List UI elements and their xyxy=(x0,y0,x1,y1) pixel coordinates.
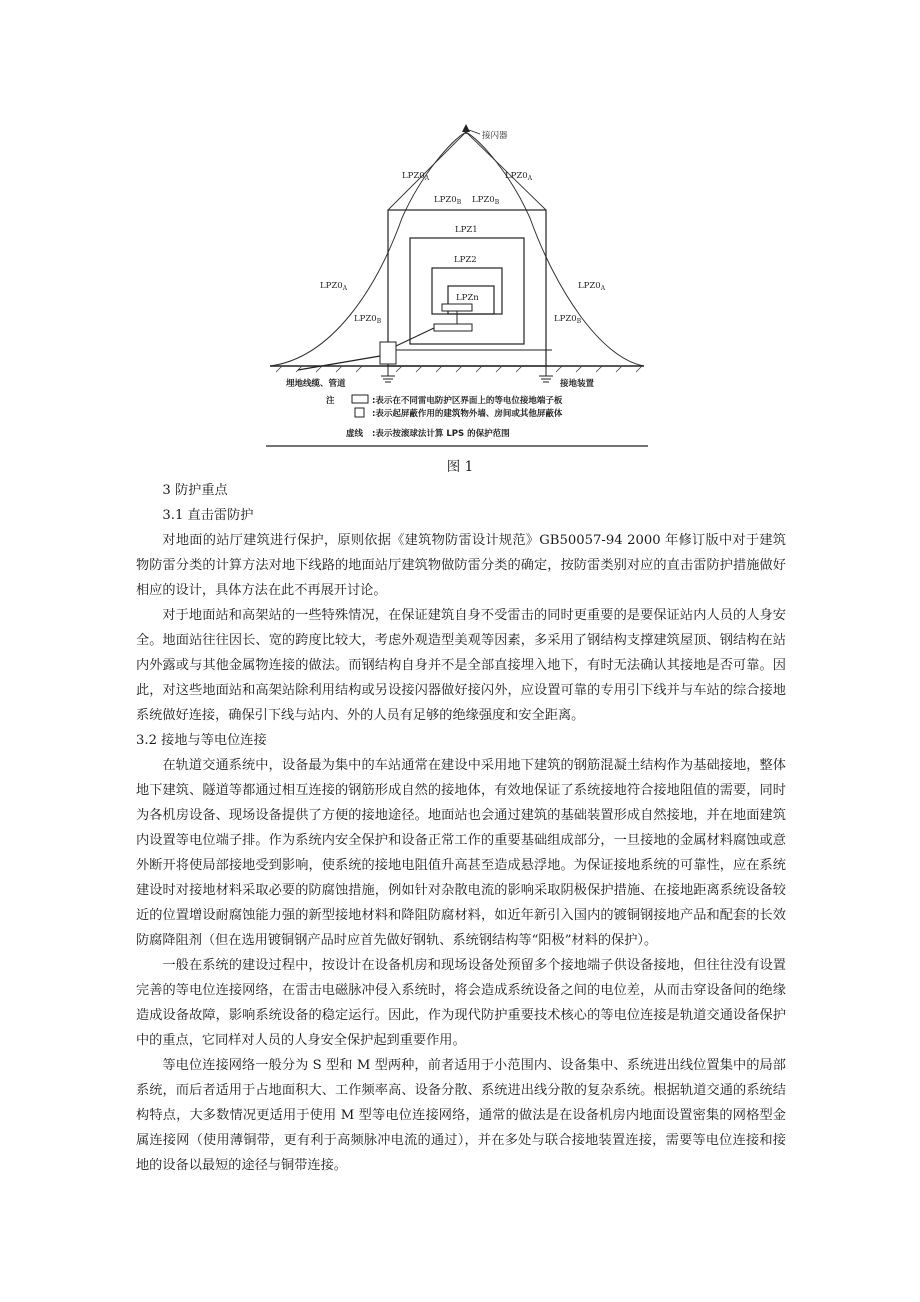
label-lpz0a-top-right: $LPZ0_A$ xyxy=(505,171,533,182)
legend-item-3-head: 虚线 xyxy=(346,429,364,439)
legend-item-1: :表示在不同雷电防护区界面上的等电位接地端子板 xyxy=(372,396,563,406)
label-lpz1: LPZ1 xyxy=(455,225,478,235)
label-lpz0a-left: $LPZ0_A$ xyxy=(320,281,348,292)
label-lpz0a-right: $LPZ0_A$ xyxy=(578,281,606,292)
label-buried-cable: 埋地线缆、管道 xyxy=(286,379,346,389)
label-lpz0b-top-right: $LPZ0_B$ xyxy=(472,195,500,206)
bonding-bar-lpz2 xyxy=(434,324,472,331)
ground-hatch xyxy=(276,366,642,372)
legend-item-3: :表示按滚球法计算 LPS 的保护范围 xyxy=(372,429,510,439)
legend-bonding-symbol xyxy=(352,395,368,403)
section-heading-3-2: 3.2 接地与等电位连接 xyxy=(136,733,267,748)
legend-note-head: 注 xyxy=(326,396,335,406)
figure-caption: 图 1 xyxy=(446,459,474,475)
paragraph-5: 等电位连接网络一般分为 S 型和 M 型两种，前者适用于小范围内、设备集中、系统进出线位置集中的局部系统，而后者适用于占地面积大、工作频率高、设备分散、系统进出线分散的复杂系统。根据轨道交通的系统结构特点，大多数情况更适用于使用 M 型等电位连接网络，通常的做法是在设备机房内地面设置密集的网格型金属连接网（使用薄铜带，更有利于高频脉冲电流的通过），并在多处与联合接地装置连接，需要等电位连接和接地的设备以最短的途径与铜带连接。 xyxy=(136,1058,786,1173)
paragraph-1: 对地面的站厅建筑进行保护，原则依据《建筑物防雷设计规范》GB50057-94 2000 年修订版中对于建筑物防雷分类的计算方法对地下线路的地面站厅建筑物做防雷分类的确定，按防雷类别对应的直击雷防护措施做好相应的设计，具体方法在此不再展开讨论。 xyxy=(136,533,786,598)
lpz-diagram xyxy=(262,118,650,450)
section-heading-3: 3 防护重点 xyxy=(162,483,228,498)
label-lpzn: LPZn xyxy=(456,293,479,303)
paragraph-4: 一般在系统的建设过程中，按设计在设备机房和现场设备处预留多个接地端子供设备接地，但往往没有设置完善的等电位连接网络，在雷击电磁脉冲侵入系统时，将会造成系统设备之间的电位差，从而击穿设备间的绝缘造成设备故障，影响系统设备的稳定运行。因此，作为现代防护重要技术核心的等电位连接是轨道交通设备保护中的重点，它同样对人员的人身安全保护起到重要作用。 xyxy=(136,958,786,1048)
legend-shield-symbol xyxy=(355,408,364,417)
lightning-zone-figure xyxy=(262,118,650,450)
bond-link-2 xyxy=(396,328,434,346)
legend-item-2: :表示起屏蔽作用的建筑物外墙、房间或其他屏蔽体 xyxy=(372,409,563,419)
buried-cable xyxy=(298,356,380,370)
ground-symbol-right xyxy=(539,366,553,382)
label-lpz0b-left: $LPZ0_B$ xyxy=(354,314,382,325)
air-terminal-tip xyxy=(462,124,470,132)
label-lpz0b-top-left: $LPZ0_B$ xyxy=(434,195,462,206)
section-heading-3-1: 3.1 直击雷防护 xyxy=(162,508,254,523)
label-lpz0b-right: $LPZ0_B$ xyxy=(554,314,582,325)
bonding-bar-entry xyxy=(380,342,396,364)
air-terminal-label: 接闪器 xyxy=(482,131,508,141)
paragraph-2: 对于地面站和高架站的一些特殊情况，在保证建筑自身不受雷击的同时更重要的是要保证站内人员的人身安全。地面站往往因长、宽的跨度比较大，考虑外观造型美观等因素，多采用了钢结构支撑建筑屋顶、钢结构在站内外露或与其他金属物连接的做法。而钢结构自身并不是全部直接埋入地下，有时无法确认其接地是否可靠。因此，对这些地面站和高架站除利用结构或另设接闪器做好接闪外，应设置可靠的专用引下线并与车站的综合接地系统做好连接，确保引下线与站内、外的人员有足够的绝缘强度和安全距离。 xyxy=(136,608,786,723)
label-grounding: 接地装置 xyxy=(560,379,595,389)
bonding-bar-lpzn xyxy=(442,304,472,311)
label-lpz2: LPZ2 xyxy=(454,255,477,265)
ground-symbol-left xyxy=(381,366,395,382)
paragraph-3: 在轨道交通系统中，设备最为集中的车站通常在建设中采用地下建筑的钢筋混凝土结构作为基础接地，整体地下建筑、隧道等都通过相互连接的钢筋形成自然的接地体，有效地保证了系统接地符合接地阻值的需要，同时为各机房设备、现场设备提供了方便的接地途径。地面站也会通过建筑的基础装置形成自然接地，并在地面建筑内设置等电位端子排。作为系统内安全保护和设备正常工作的重要基础组成部分，一旦接地的金属材料腐蚀或意外断开将使局部接地受到影响，使系统的接地电阻值升高甚至造成悬浮地。为保证接地系统的可靠性，应在系统建设时对接地材料采取必要的防腐蚀措施，例如针对杂散电流的影响采取阴极保护措施、在接地距离系统设备较近的位置增设耐腐蚀能力强的新型接地材料和降阻防腐材料，如近年新引入国内的镀铜钢接地产品和配套的长效防腐降阻剂（但在选用镀铜钢产品时应首先做好钢轨、系统钢结构等“阳极”材料的保护）。 xyxy=(136,758,786,948)
air-terminal-leader xyxy=(469,130,480,134)
label-lpz0a-top-left: $LPZ0_A$ xyxy=(402,171,430,182)
document-body xyxy=(136,478,786,1178)
